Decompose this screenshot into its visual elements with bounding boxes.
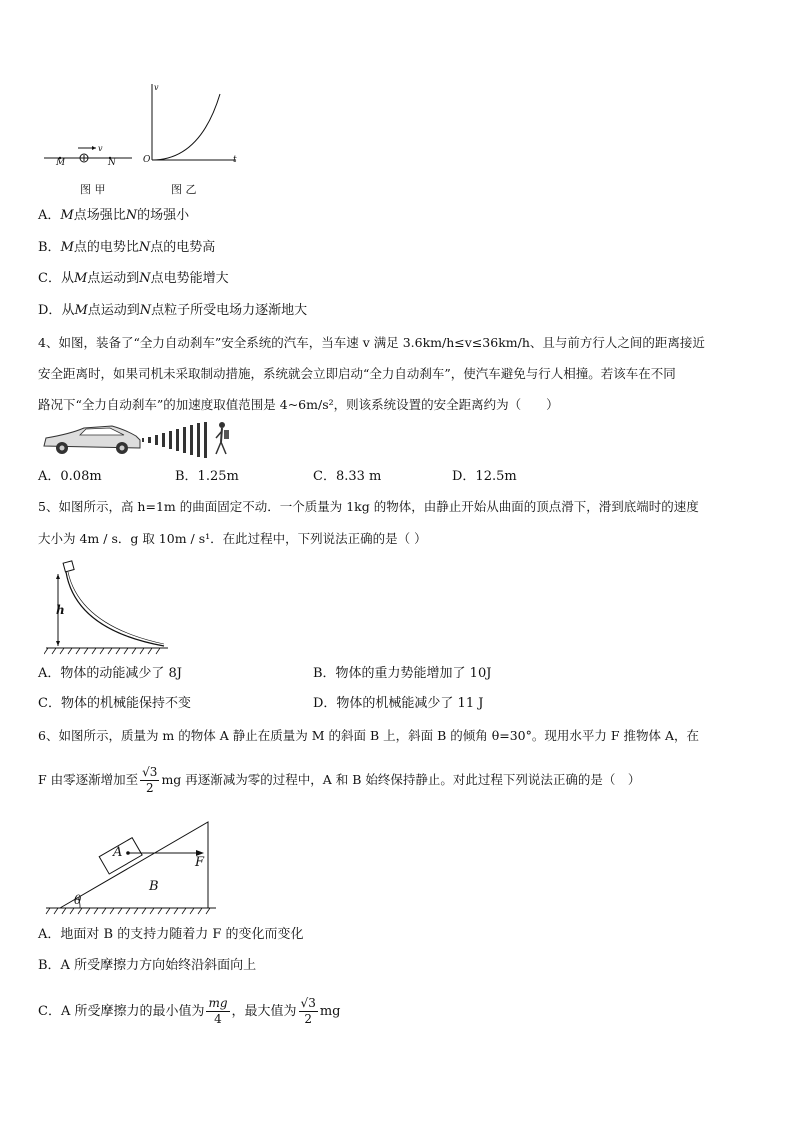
q4-stem-line1: 4、如图，装备了“全力自动刹车”安全系统的汽车，当车速 v 满足 3.6km/h≤v≤36km/h、且与前方行人之间的距离接近 <box>38 335 705 350</box>
q6-option-c <box>38 994 340 1030</box>
q6-incline-figure <box>44 818 220 916</box>
q3-option-a-letter: A． <box>38 208 61 223</box>
q6-option-c-max-denominator: 2 <box>304 1012 312 1026</box>
q6-fig-label-theta: θ <box>74 893 82 907</box>
q3-option-a-text2: 的场强小 <box>137 208 190 223</box>
q6-option-c-min-fraction <box>206 996 229 1027</box>
q3-option-d-m: M <box>74 303 88 318</box>
q3-option-c-n: N <box>139 271 151 286</box>
q6-option-c-pre: C．A 所受摩擦力的最小值为 <box>38 1004 205 1019</box>
q3-option-a-text1: 点场强比 <box>73 208 126 223</box>
q6-option-c-post: mg <box>319 1004 341 1019</box>
q3-option-b-text2: 点的电势高 <box>150 240 216 255</box>
q3-option-a-n: N <box>125 208 138 223</box>
q3-fig-a-caption: 图 甲 <box>80 183 106 196</box>
q3-fig-b-caption: 图 乙 <box>171 183 197 196</box>
q6-stem-line2 <box>38 762 640 798</box>
q6-frac-denominator: 2 <box>145 781 154 795</box>
q3-option-d-n: N <box>139 303 152 318</box>
q3-option-c-letter: C． <box>38 271 61 286</box>
q5-option-b: B．物体的重力势能增加了 10J <box>313 666 492 681</box>
q6-fig-label-b: B <box>149 879 159 894</box>
q3-option-d-letter: D． <box>38 303 62 318</box>
q3-option-b-letter: B． <box>38 240 61 255</box>
q6-option-c-min-numerator: mg <box>208 996 228 1010</box>
q6-option-c-mid: ，最大值为 <box>231 1004 297 1019</box>
q5-option-a: A．物体的动能减少了 8J <box>38 666 183 681</box>
q3-fig-b-v: v <box>154 83 159 92</box>
q5-stem-line2: 大小为 4m / s．g 取 10m / s¹．在此过程中，下列说法正确的是（ ） <box>38 531 427 546</box>
q5-option-c: C．物体的机械能保持不变 <box>38 696 191 711</box>
q5-fig-label-h: h <box>56 603 65 617</box>
q4-option-d: D．12.5m <box>452 469 517 484</box>
q6-option-b: B．A 所受摩擦力方向始终沿斜面向上 <box>38 958 257 973</box>
q3-option-b-m: M <box>60 240 74 255</box>
q3-fig-a-m: M <box>56 158 66 168</box>
q3-option-a-m: M <box>60 208 74 223</box>
q3-option-c-m: M <box>73 271 88 286</box>
q3-option-d-text1: 从 <box>61 303 75 318</box>
q6-option-c-max-numerator: √3 <box>300 996 316 1010</box>
q3-fig-b-t: t <box>233 155 237 165</box>
q5-stem-line1: 5、如图所示，高 h=1m 的曲面固定不动．一个质量为 1kg 的物体，由静止开始从曲面的顶点滑下，滑到底端时的速度 <box>38 499 699 514</box>
q3-fig-b-o: O <box>143 155 151 165</box>
q3-option-d-text2: 点运动到 <box>87 303 140 318</box>
q4-stem-line3: 路况下“全力自动刹车”的加速度取值范围是 4~6m/s²，则该系统设置的安全距离约为（ ） <box>38 397 559 412</box>
q3-option-c <box>38 270 229 288</box>
q4-option-c: C．8.33 m <box>313 469 382 484</box>
q6-fraction-root3-over-2 <box>140 765 159 796</box>
q3-figure-a <box>40 140 140 180</box>
q3-option-b-text1: 点的电势比 <box>73 240 139 255</box>
q3-option-c-text2: 点运动到 <box>87 271 140 286</box>
q6-fig-label-a: A <box>113 845 123 860</box>
q3-figure-b <box>140 80 240 170</box>
q3-option-d <box>38 302 307 320</box>
q3-fig-a-v: v <box>98 144 103 153</box>
q4-stem-line2: 安全距离时，如果司机未采取制动措施，系统就会立即启动“全力自动刹车”，使汽车避免与行人相撞。若该车在不同 <box>38 366 676 381</box>
q3-option-d-text3: 点粒子所受电场力逐渐地大 <box>151 303 308 318</box>
q3-fig-a-n: N <box>108 158 116 168</box>
q6-option-c-min-denominator: 4 <box>214 1012 222 1026</box>
q6-stem-line2-pre: F 由零逐渐增加至 <box>38 772 139 787</box>
q6-stem-line2-post: mg 再逐渐减为零的过程中，A 和 B 始终保持静止。对此过程下列说法正确的是（ ） <box>161 772 641 787</box>
q3-option-c-text1: 从 <box>60 271 74 286</box>
q6-frac-numerator: √3 <box>142 765 158 779</box>
q3-option-b <box>38 239 215 257</box>
q3-option-b-n: N <box>138 240 151 255</box>
q4-option-b: B．1.25m <box>175 469 239 484</box>
q6-fig-label-f: F <box>195 855 205 870</box>
q6-option-c-max-fraction <box>299 996 318 1027</box>
q6-option-a: A．地面对 B 的支持力随着力 F 的变化而变化 <box>38 927 304 942</box>
q3-option-a <box>38 207 189 225</box>
q4-car-pedestrian-figure <box>40 418 240 460</box>
q5-option-d: D．物体的机械能减少了 11 J <box>313 696 484 711</box>
q3-option-c-text3: 点电势能增大 <box>150 271 229 286</box>
q4-option-a: A．0.08m <box>38 469 102 484</box>
q6-stem-line1: 6、如图所示，质量为 m 的物体 A 静止在质量为 M 的斜面 B 上，斜面 B 的倾角 θ=30°。现用水平力 F 推物体 A，在 <box>38 728 699 743</box>
